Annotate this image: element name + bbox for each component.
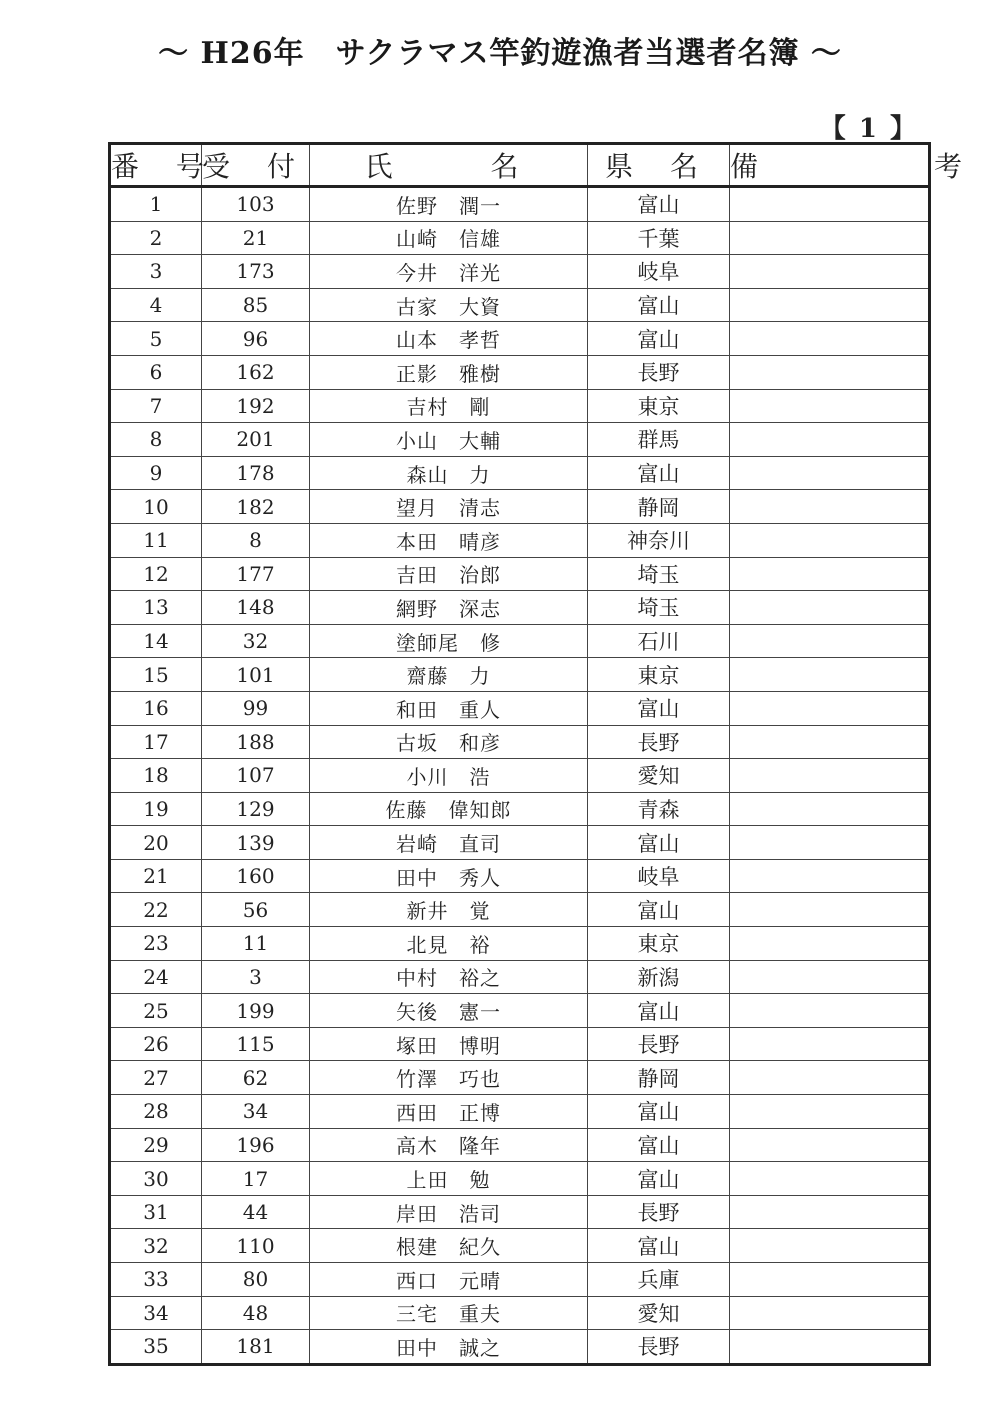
table-row	[110, 826, 930, 860]
prefecture-cell: 兵庫	[588, 1263, 730, 1297]
remarks-cell	[730, 1195, 930, 1229]
row-number-cell: 29	[110, 1128, 202, 1162]
row-number-cell: 19	[110, 792, 202, 826]
row-number-cell: 25	[110, 994, 202, 1028]
receipt-number-cell: 96	[202, 322, 310, 356]
prefecture-cell: 富山	[588, 691, 730, 725]
row-number-cell: 21	[110, 859, 202, 893]
table-row	[110, 691, 930, 725]
prefecture-cell: 新潟	[588, 960, 730, 994]
prefecture-cell: 岐阜	[588, 255, 730, 289]
row-number-cell: 10	[110, 490, 202, 524]
table-row	[110, 490, 930, 524]
table-body	[110, 187, 930, 1365]
receipt-number-cell: 62	[202, 1061, 310, 1095]
prefecture-cell: 富山	[588, 288, 730, 322]
remarks-cell	[730, 1061, 930, 1095]
table-row	[110, 557, 930, 591]
table-row	[110, 1162, 930, 1196]
remarks-cell	[730, 893, 930, 927]
prefecture-cell: 富山	[588, 187, 730, 222]
table-row	[110, 1095, 930, 1129]
table-row	[110, 322, 930, 356]
receipt-number-cell: 17	[202, 1162, 310, 1196]
table-row	[110, 221, 930, 255]
winners-table	[108, 142, 1002, 1366]
remarks-cell	[730, 1263, 930, 1297]
remarks-cell	[730, 1095, 930, 1129]
receipt-number-cell: 148	[202, 591, 310, 625]
prefecture-cell: 富山	[588, 994, 730, 1028]
table-row	[110, 1195, 930, 1229]
table-row	[110, 893, 930, 927]
prefecture-cell: 東京	[588, 389, 730, 423]
remarks-cell	[730, 557, 930, 591]
receipt-number-cell: 3	[202, 960, 310, 994]
header-prefecture: 県 名	[588, 144, 730, 187]
remarks-cell	[730, 927, 930, 961]
prefecture-cell: 富山	[588, 1162, 730, 1196]
name-cell: 正影 雅樹	[310, 355, 588, 389]
row-number-cell: 4	[110, 288, 202, 322]
prefecture-cell: 長野	[588, 355, 730, 389]
remarks-cell	[730, 591, 930, 625]
remarks-cell	[730, 994, 930, 1028]
table-row	[110, 355, 930, 389]
name-cell: 新井 覚	[310, 893, 588, 927]
remarks-cell	[730, 960, 930, 994]
name-cell: 小山 大輔	[310, 423, 588, 457]
receipt-number-cell: 192	[202, 389, 310, 423]
table-row	[110, 792, 930, 826]
remarks-cell	[730, 691, 930, 725]
table-row	[110, 1330, 930, 1365]
remarks-cell	[730, 490, 930, 524]
row-number-cell: 5	[110, 322, 202, 356]
prefecture-cell: 千葉	[588, 221, 730, 255]
name-cell: 塚田 博明	[310, 1027, 588, 1061]
remarks-cell	[730, 288, 930, 322]
receipt-number-cell: 11	[202, 927, 310, 961]
header-name: 氏 名	[310, 144, 588, 187]
name-cell: 山本 孝哲	[310, 322, 588, 356]
remarks-cell	[730, 1027, 930, 1061]
row-number-cell: 15	[110, 658, 202, 692]
prefecture-cell: 静岡	[588, 1061, 730, 1095]
receipt-number-cell: 110	[202, 1229, 310, 1263]
header-remarks: 備 考	[730, 144, 930, 187]
remarks-cell	[730, 523, 930, 557]
table-row	[110, 288, 930, 322]
receipt-number-cell: 99	[202, 691, 310, 725]
name-cell: 古坂 和彦	[310, 725, 588, 759]
row-number-cell: 2	[110, 221, 202, 255]
remarks-cell	[730, 1229, 930, 1263]
table-row	[110, 927, 930, 961]
row-number-cell: 31	[110, 1195, 202, 1229]
row-number-cell: 7	[110, 389, 202, 423]
name-cell: 小川 浩	[310, 759, 588, 793]
table-row	[110, 759, 930, 793]
name-cell: 北見 裕	[310, 927, 588, 961]
name-cell: 三宅 重夫	[310, 1296, 588, 1330]
row-number-cell: 11	[110, 523, 202, 557]
table-row	[110, 591, 930, 625]
receipt-number-cell: 177	[202, 557, 310, 591]
table-row	[110, 1229, 930, 1263]
remarks-cell	[730, 1128, 930, 1162]
prefecture-cell: 長野	[588, 1195, 730, 1229]
table-row	[110, 859, 930, 893]
table-row	[110, 523, 930, 557]
receipt-number-cell: 162	[202, 355, 310, 389]
receipt-number-cell: 181	[202, 1330, 310, 1365]
remarks-cell	[730, 1162, 930, 1196]
row-number-cell: 30	[110, 1162, 202, 1196]
row-number-cell: 17	[110, 725, 202, 759]
table-header-row	[110, 144, 930, 187]
name-cell: 本田 晴彦	[310, 523, 588, 557]
prefecture-cell: 長野	[588, 725, 730, 759]
receipt-number-cell: 103	[202, 187, 310, 222]
row-number-cell: 14	[110, 624, 202, 658]
remarks-cell	[730, 255, 930, 289]
table-row	[110, 1128, 930, 1162]
table-row	[110, 1061, 930, 1095]
row-number-cell: 33	[110, 1263, 202, 1297]
name-cell: 根建 紀久	[310, 1229, 588, 1263]
receipt-number-cell: 101	[202, 658, 310, 692]
remarks-cell	[730, 658, 930, 692]
prefecture-cell: 富山	[588, 826, 730, 860]
table-row	[110, 624, 930, 658]
name-cell: 西口 元晴	[310, 1263, 588, 1297]
remarks-cell	[730, 792, 930, 826]
receipt-number-cell: 44	[202, 1195, 310, 1229]
receipt-number-cell: 178	[202, 456, 310, 490]
table-row	[110, 389, 930, 423]
name-cell: 和田 重人	[310, 691, 588, 725]
name-cell: 森山 力	[310, 456, 588, 490]
prefecture-cell: 埼玉	[588, 591, 730, 625]
name-cell: 岩崎 直司	[310, 826, 588, 860]
row-number-cell: 28	[110, 1095, 202, 1129]
name-cell: 網野 深志	[310, 591, 588, 625]
name-cell: 今井 洋光	[310, 255, 588, 289]
prefecture-cell: 東京	[588, 658, 730, 692]
table-row	[110, 187, 930, 222]
remarks-cell	[730, 859, 930, 893]
table-row	[110, 255, 930, 289]
receipt-number-cell: 201	[202, 423, 310, 457]
remarks-cell	[730, 826, 930, 860]
table-row	[110, 1027, 930, 1061]
row-number-cell: 34	[110, 1296, 202, 1330]
receipt-number-cell: 129	[202, 792, 310, 826]
prefecture-cell: 石川	[588, 624, 730, 658]
receipt-number-cell: 48	[202, 1296, 310, 1330]
name-cell: 高木 隆年	[310, 1128, 588, 1162]
row-number-cell: 20	[110, 826, 202, 860]
row-number-cell: 8	[110, 423, 202, 457]
prefecture-cell: 富山	[588, 456, 730, 490]
prefecture-cell: 群馬	[588, 423, 730, 457]
receipt-number-cell: 196	[202, 1128, 310, 1162]
prefecture-cell: 富山	[588, 1095, 730, 1129]
prefecture-cell: 愛知	[588, 1296, 730, 1330]
receipt-number-cell: 139	[202, 826, 310, 860]
name-cell: 竹澤 巧也	[310, 1061, 588, 1095]
prefecture-cell: 長野	[588, 1027, 730, 1061]
row-number-cell: 35	[110, 1330, 202, 1365]
receipt-number-cell: 21	[202, 221, 310, 255]
name-cell: 岸田 浩司	[310, 1195, 588, 1229]
prefecture-cell: 岐阜	[588, 859, 730, 893]
receipt-number-cell: 56	[202, 893, 310, 927]
receipt-number-cell: 188	[202, 725, 310, 759]
header-receipt: 受 付	[202, 144, 310, 187]
page-number: 【 1 】	[819, 114, 918, 144]
row-number-cell: 1	[110, 187, 202, 222]
table-row	[110, 1263, 930, 1297]
name-cell: 山崎 信雄	[310, 221, 588, 255]
receipt-number-cell: 182	[202, 490, 310, 524]
name-cell: 田中 誠之	[310, 1330, 588, 1365]
row-number-cell: 12	[110, 557, 202, 591]
prefecture-cell: 富山	[588, 1229, 730, 1263]
table-row	[110, 423, 930, 457]
receipt-number-cell: 107	[202, 759, 310, 793]
prefecture-cell: 富山	[588, 893, 730, 927]
prefecture-cell: 富山	[588, 1128, 730, 1162]
name-cell: 佐藤 偉知郎	[310, 792, 588, 826]
receipt-number-cell: 199	[202, 994, 310, 1028]
name-cell: 上田 勉	[310, 1162, 588, 1196]
row-number-cell: 23	[110, 927, 202, 961]
row-number-cell: 24	[110, 960, 202, 994]
name-cell: 吉田 治郎	[310, 557, 588, 591]
name-cell: 矢後 憲一	[310, 994, 588, 1028]
remarks-cell	[730, 1330, 930, 1365]
row-number-cell: 9	[110, 456, 202, 490]
prefecture-cell: 埼玉	[588, 557, 730, 591]
remarks-cell	[730, 456, 930, 490]
name-cell: 佐野 潤一	[310, 187, 588, 222]
remarks-cell	[730, 355, 930, 389]
prefecture-cell: 東京	[588, 927, 730, 961]
prefecture-cell: 神奈川	[588, 523, 730, 557]
name-cell: 中村 裕之	[310, 960, 588, 994]
row-number-cell: 6	[110, 355, 202, 389]
receipt-number-cell: 160	[202, 859, 310, 893]
remarks-cell	[730, 624, 930, 658]
prefecture-cell: 富山	[588, 322, 730, 356]
remarks-cell	[730, 221, 930, 255]
receipt-number-cell: 34	[202, 1095, 310, 1129]
receipt-number-cell: 115	[202, 1027, 310, 1061]
receipt-number-cell: 173	[202, 255, 310, 289]
receipt-number-cell: 8	[202, 523, 310, 557]
table-row	[110, 456, 930, 490]
name-cell: 吉村 剛	[310, 389, 588, 423]
remarks-cell	[730, 423, 930, 457]
document-title: ～ H26年 サクラマス竿釣遊漁者当選者名簿 ～	[158, 36, 842, 71]
name-cell: 望月 清志	[310, 490, 588, 524]
row-number-cell: 18	[110, 759, 202, 793]
table-row	[110, 994, 930, 1028]
remarks-cell	[730, 759, 930, 793]
row-number-cell: 22	[110, 893, 202, 927]
prefecture-cell: 愛知	[588, 759, 730, 793]
prefecture-cell: 青森	[588, 792, 730, 826]
remarks-cell	[730, 1296, 930, 1330]
name-cell: 塗師尾 修	[310, 624, 588, 658]
prefecture-cell: 長野	[588, 1330, 730, 1365]
remarks-cell	[730, 322, 930, 356]
table-row	[110, 658, 930, 692]
receipt-number-cell: 85	[202, 288, 310, 322]
remarks-cell	[730, 725, 930, 759]
name-cell: 西田 正博	[310, 1095, 588, 1129]
row-number-cell: 27	[110, 1061, 202, 1095]
table-row	[110, 725, 930, 759]
table-row	[110, 960, 930, 994]
remarks-cell	[730, 187, 930, 222]
header-number: 番 号	[110, 144, 202, 187]
remarks-cell	[730, 389, 930, 423]
name-cell: 齋藤 力	[310, 658, 588, 692]
table-row	[110, 1296, 930, 1330]
row-number-cell: 13	[110, 591, 202, 625]
row-number-cell: 3	[110, 255, 202, 289]
name-cell: 古家 大資	[310, 288, 588, 322]
row-number-cell: 32	[110, 1229, 202, 1263]
name-cell: 田中 秀人	[310, 859, 588, 893]
receipt-number-cell: 80	[202, 1263, 310, 1297]
prefecture-cell: 静岡	[588, 490, 730, 524]
row-number-cell: 26	[110, 1027, 202, 1061]
row-number-cell: 16	[110, 691, 202, 725]
receipt-number-cell: 32	[202, 624, 310, 658]
